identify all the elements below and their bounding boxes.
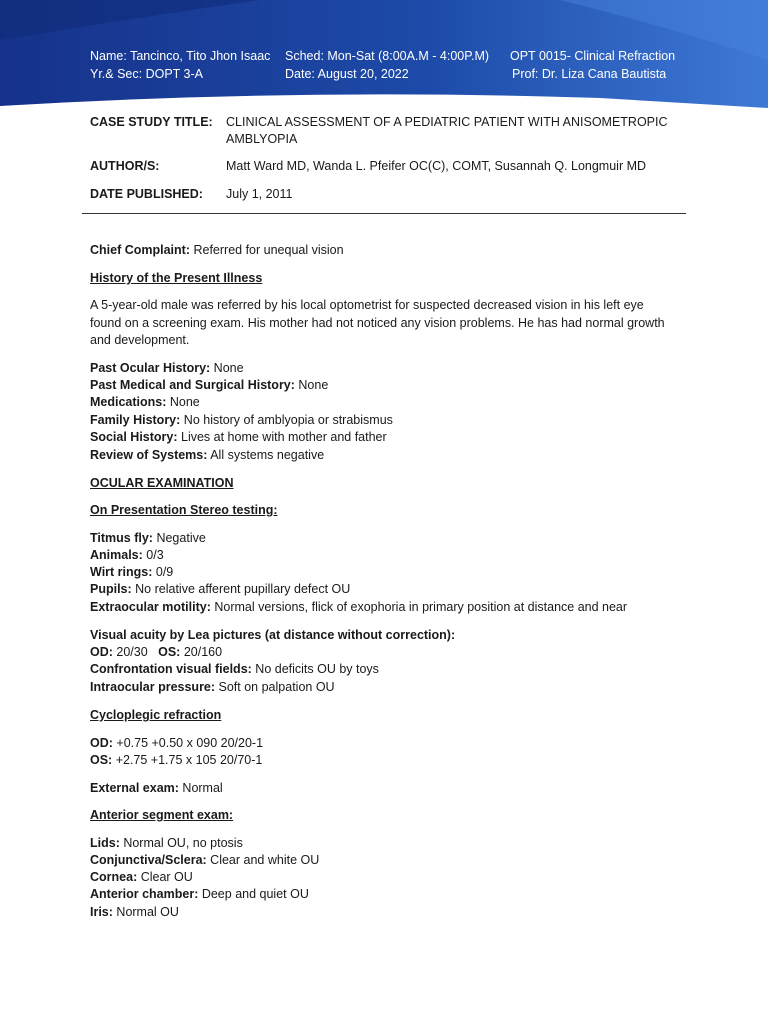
poh-label: Past Ocular History: [90, 361, 211, 375]
hpi-heading: History of the Present Illness [90, 271, 263, 285]
meds-label: Medications: [90, 395, 167, 409]
cyclo-os [90, 752, 262, 769]
external-exam [90, 780, 223, 797]
ac-label: Anterior chamber: [90, 887, 199, 901]
author-label: AUTHOR/S: [90, 159, 160, 173]
cyclo-os-value: +2.75 +1.75 x 105 20/70-1 [112, 753, 263, 767]
ac-value: Deep and quiet OU [198, 887, 309, 901]
cyclo-od-value: +0.75 +0.50 x 090 20/20-1 [112, 736, 264, 750]
pmh-value: None [294, 378, 329, 392]
author-value: Matt Ward MD, Wanda L. Pfeifer OC(C), COMT, Susannah Q. Longmuir MD [226, 159, 647, 173]
past-ocular-history [90, 360, 244, 377]
conjunctiva-sclera [90, 852, 319, 869]
visual-acuity-heading: Visual acuity by Lea pictures (at distance without correction): [90, 628, 456, 642]
family-history [90, 412, 393, 429]
ros-value: All systems negative [207, 448, 325, 462]
review-of-systems [90, 447, 324, 464]
va-od-value: 20/30 [112, 645, 159, 659]
cvf-value: No deficits OU by toys [251, 662, 379, 676]
poh-value: None [210, 361, 244, 375]
va-os-label: OS: [158, 645, 181, 659]
cycloplegic-heading: Cycloplegic refraction [90, 708, 222, 722]
ext-label: External exam: [90, 781, 179, 795]
confrontation-visual-fields [90, 661, 379, 678]
past-medical-history [90, 377, 328, 394]
pmh-label: Past Medical and Surgical History: [90, 378, 295, 392]
chief-complaint [90, 242, 344, 259]
pupils-value: No relative afferent pupillary defect OU [131, 582, 351, 596]
professor: Prof: Dr. Liza Cana Bautista [512, 67, 667, 81]
ext-value: Normal [178, 781, 223, 795]
cornea [90, 869, 193, 886]
cornea-value: Clear OU [137, 870, 193, 884]
sh-value: Lives at home with mother and father [177, 430, 387, 444]
cvf-label: Confrontation visual fields: [90, 662, 252, 676]
animals-label: Animals: [90, 548, 143, 562]
social-history [90, 429, 387, 446]
case-title-line2: AMBLYOPIA [226, 132, 298, 146]
eom-label: Extraocular motility: [90, 600, 211, 614]
wirt-value: 0/9 [152, 565, 174, 579]
titmus-label: Titmus fly: [90, 531, 153, 545]
cyclo-os-label: OS: [90, 753, 113, 767]
extraocular-motility [90, 599, 627, 616]
lids-value: Normal OU, no ptosis [119, 836, 243, 850]
meds-value: None [166, 395, 200, 409]
divider-rule [82, 213, 686, 214]
sh-label: Social History: [90, 430, 178, 444]
year-section: Yr.& Sec: DOPT 3-A [90, 67, 204, 81]
lids-label: Lids: [90, 836, 120, 850]
titmus-value: Negative [152, 531, 206, 545]
wirt-rings [90, 564, 173, 581]
hpi-line3: and development. [90, 333, 190, 347]
case-title-label: CASE STUDY TITLE: [90, 115, 213, 129]
wirt-label: Wirt rings: [90, 565, 153, 579]
stereo-testing-heading: On Presentation Stereo testing: [90, 503, 278, 517]
ros-label: Review of Systems: [90, 448, 208, 462]
fh-label: Family History: [90, 413, 181, 427]
cyclo-od-label: OD: [90, 736, 113, 750]
conj-value: Clear and white OU [206, 853, 320, 867]
animals-value: 0/3 [142, 548, 164, 562]
pupils-label: Pupils: [90, 582, 132, 596]
case-title-line1: CLINICAL ASSESSMENT OF A PEDIATRIC PATIENT WITH ANISOMETROPIC [226, 115, 668, 129]
visual-acuity-values [90, 644, 222, 661]
chief-complaint-label: Chief Complaint: [90, 243, 190, 257]
date-published-label: DATE PUBLISHED: [90, 187, 203, 201]
iris-label: Iris: [90, 905, 113, 919]
eom-value: Normal versions, flick of exophoria in primary position at distance and near [210, 600, 628, 614]
lids [90, 835, 243, 852]
pupils [90, 581, 350, 598]
hpi-line1: A 5-year-old male was referred by his local optometrist for suspected decreased vision in his left eye [90, 298, 644, 312]
animals [90, 547, 164, 564]
course-code: OPT 0015- Clinical Refraction [510, 49, 676, 63]
medications [90, 394, 200, 411]
hpi-line2: found on a screening exam. His mother had not noticed any vision problems. He has had normal growth [90, 316, 665, 330]
cyclo-od [90, 735, 263, 752]
cornea-label: Cornea: [90, 870, 138, 884]
iris [90, 904, 179, 921]
iris-value: Normal OU [112, 905, 179, 919]
iop-label: Intraocular pressure: [90, 680, 216, 694]
fh-value: No history of amblyopia or strabismus [180, 413, 393, 427]
date-published-value: July 1, 2011 [226, 187, 293, 201]
conj-label: Conjunctiva/Sclera: [90, 853, 207, 867]
va-os-value: 20/160 [180, 645, 223, 659]
chief-complaint-value: Referred for unequal vision [190, 243, 344, 257]
ocular-exam-heading: OCULAR EXAMINATION [90, 476, 234, 490]
iop-value: Soft on palpation OU [215, 680, 335, 694]
titmus-fly [90, 530, 206, 547]
anterior-chamber [90, 886, 309, 903]
schedule: Sched: Mon-Sat (8:00A.M - 4:00P.M) [285, 49, 490, 63]
va-od-label: OD: [90, 645, 113, 659]
intraocular-pressure [90, 679, 335, 696]
student-name: Name: Tancinco, Tito Jhon Isaac [90, 49, 271, 63]
date: Date: August 20, 2022 [285, 67, 409, 81]
anterior-segment-heading: Anterior segment exam: [90, 808, 234, 822]
